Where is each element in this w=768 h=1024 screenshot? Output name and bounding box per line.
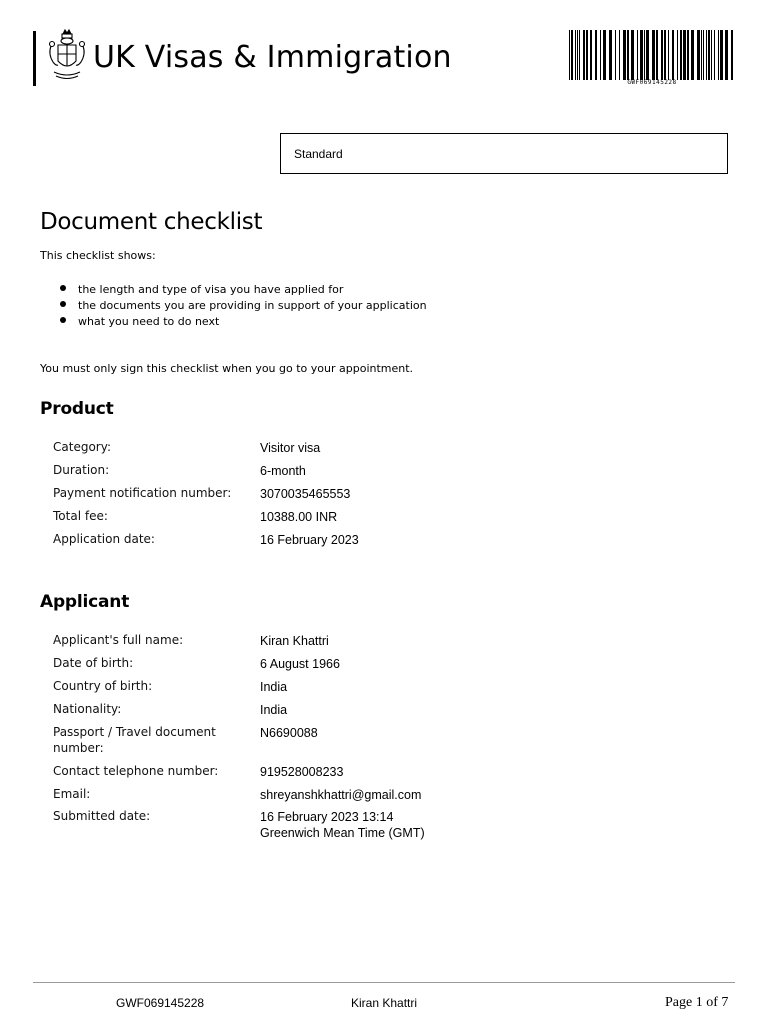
field-value: 10388.00 INR <box>260 510 338 524</box>
field-label: Contact telephone number: <box>53 764 219 778</box>
field-value: N6690088 <box>260 726 318 740</box>
footer-applicant-name: Kiran Khattri <box>351 996 418 1010</box>
field-value: 6 August 1966 <box>260 657 340 671</box>
field-label: Applicant's full name: <box>53 633 184 647</box>
field-value: India <box>260 703 288 717</box>
field-label: Total fee: <box>53 509 108 523</box>
field-value: 6-month <box>260 464 306 478</box>
list-item: the documents you are providing in support of your application <box>56 298 427 314</box>
field-value: Visitor visa <box>260 441 321 455</box>
field-value: India <box>260 680 288 694</box>
field-label: Submitted date: <box>53 809 151 823</box>
field-label: Payment notification number: <box>53 486 232 500</box>
page-number: Page 1 of 7 <box>665 995 729 1010</box>
field-label: Country of birth: <box>53 679 153 693</box>
intro-text: This checklist shows: <box>40 249 156 262</box>
field-label: Date of birth: <box>53 656 134 670</box>
barcode-caption: GWF069145228 <box>627 79 677 86</box>
footer-divider <box>33 982 735 983</box>
royal-coat-of-arms-icon <box>46 28 88 88</box>
application-type-box <box>280 133 728 174</box>
page-title: Document checklist <box>40 209 263 235</box>
application-type-label: Standard <box>294 147 343 161</box>
field-value: 16 February 2023 <box>260 533 359 547</box>
field-label: Duration: <box>53 463 110 477</box>
field-value: shreyanshkhattri@gmail.com <box>260 788 422 802</box>
field-value: 16 February 2023 13:14 Greenwich Mean Time (GMT) <box>260 810 425 840</box>
field-label: Passport / Travel document number: <box>53 725 216 755</box>
header-divider <box>33 31 36 86</box>
field-label: Nationality: <box>53 702 122 716</box>
field-label: Application date: <box>53 532 155 546</box>
field-label: Email: <box>53 787 91 801</box>
barcode <box>568 30 736 88</box>
field-value: 3070035465553 <box>260 487 351 501</box>
page-header <box>0 0 768 100</box>
brand-title: UK Visas & Immigration <box>93 40 452 75</box>
section-title-product: Product <box>40 399 114 419</box>
barcode-icon <box>568 30 736 80</box>
field-label: Category: <box>53 440 111 454</box>
list-item: the length and type of visa you have applied for <box>56 282 427 298</box>
field-value: 919528008233 <box>260 765 344 779</box>
list-item: what you need to do next <box>56 314 427 330</box>
section-title-applicant: Applicant <box>40 592 130 612</box>
footer-reference: GWF069145228 <box>116 996 205 1010</box>
sign-instruction: You must only sign this checklist when you go to your appointment. <box>40 362 414 375</box>
checklist-bullets <box>56 282 427 330</box>
field-value: Kiran Khattri <box>260 634 329 648</box>
